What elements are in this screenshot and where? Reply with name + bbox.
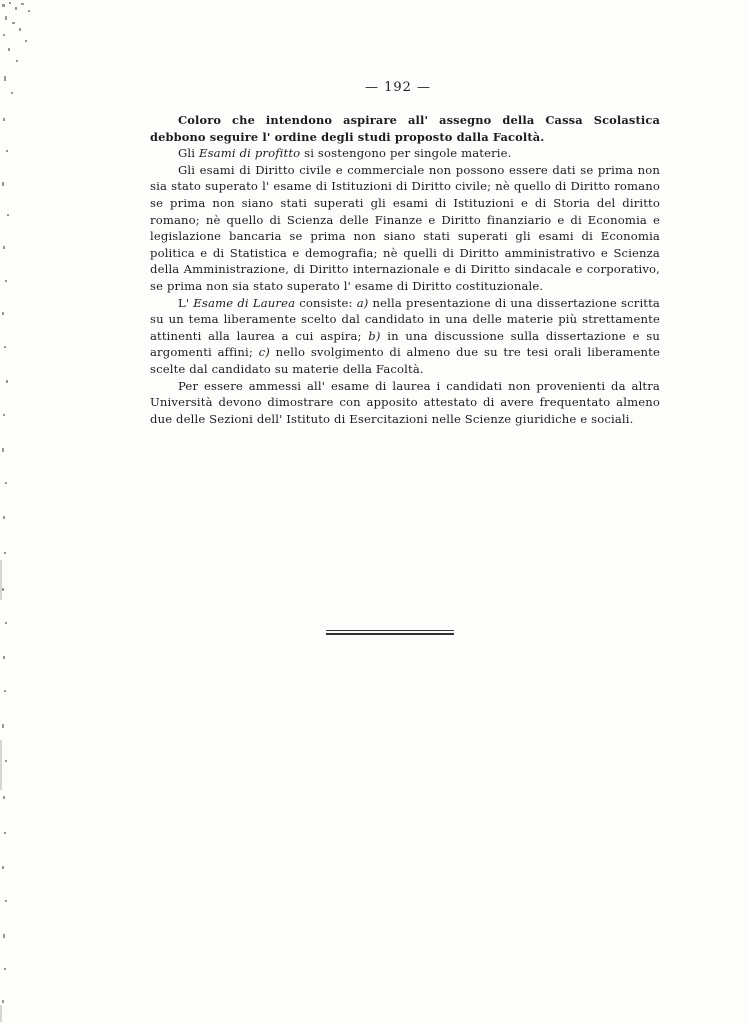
italic-term: Esami di profitto xyxy=(198,146,301,161)
paragraph: Per essere ammessi all' esame di laurea i candidati non provenienti da altra Università devono dimostrare con apposito attestato di avere frequentato almeno due delle Sezioni dell' Istituto di Esercitazioni nelle Scienze giuridiche e sociali. xyxy=(150,378,660,426)
text-run: si sostengono per singole materie. xyxy=(300,146,512,161)
text-run: nello svolgimento di almeno due su tre tesi orali liberamente scelte dal candidato su materie della Facoltà. xyxy=(150,345,660,376)
text-run: nella presentazione di una dissertazione scritta su un tema liberamente scelto dal candidato in una delle materie più strettamente attinenti alla laurea a cui aspira; xyxy=(150,295,660,343)
text-run: L' xyxy=(178,295,194,310)
text-run: in una discussione sulla dissertazione e su argomenti affini; xyxy=(150,328,660,360)
italic-term: Esame di Laurea xyxy=(193,295,296,310)
scan-margin-noise xyxy=(0,0,48,1024)
text-run: Gli xyxy=(178,146,199,161)
page-number: — 192 — xyxy=(364,80,432,95)
italic-term: b) xyxy=(368,328,381,343)
paragraph xyxy=(150,295,660,378)
closing-rule-divider xyxy=(326,630,454,634)
paragraph: Gli esami di Diritto civile e commerciale non possono essere dati se prima non sia stato superato l' esame di Istituzioni di Diritto civile; nè quello di Diritto romano se prima non siano stati superati gli esami di Istituzioni e di Storia del diritto romano; nè quello di Scienza delle Finanze e Diritto finanziario e di Economia e legislazione bancaria se prima non siano stati superati gli esami di Economia politica e di Statistica e demografia; nè quelli di Diritto amministrativo e Scienza della Amministrazione, di Diritto internazionale e di Diritto sindacale e corporativo, se prima non sia stato superato l' esame di Diritto costituzionale. xyxy=(150,162,660,293)
body-text xyxy=(150,112,660,427)
text-run: consiste: xyxy=(295,295,357,310)
paragraph xyxy=(150,145,660,162)
paragraph: Coloro che intendono aspirare all' assegno della Cassa Scolastica debbono seguire l' ordine degli studi proposto dalla Facoltà. xyxy=(150,113,660,144)
italic-term: a) xyxy=(356,295,369,310)
italic-term: c) xyxy=(258,345,270,360)
